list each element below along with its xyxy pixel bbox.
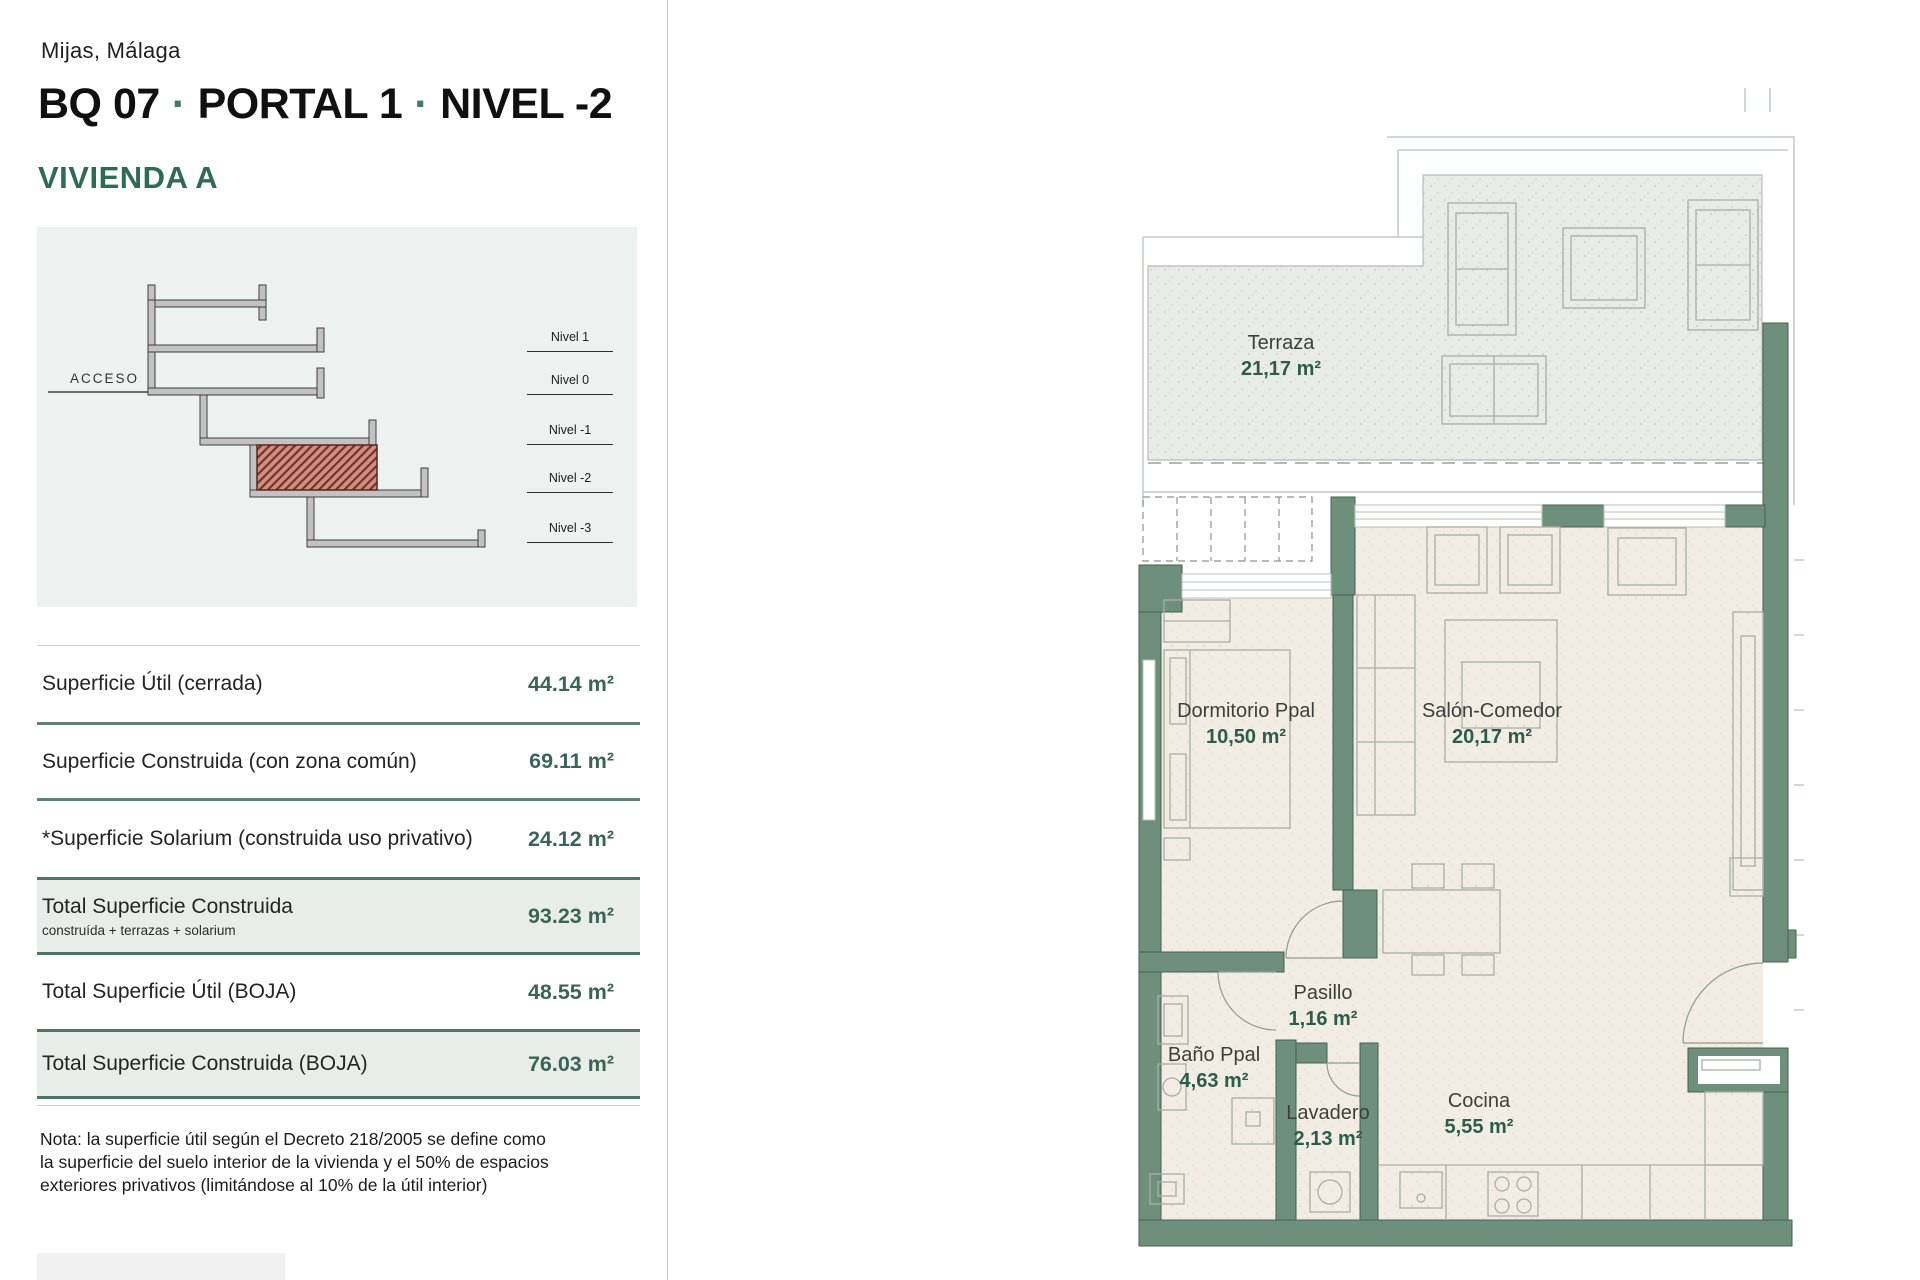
row-value: 69.11 m² [529,749,614,773]
room-name: Salón-Comedor [1421,700,1563,722]
row-value: 76.03 m² [527,1051,614,1076]
level-label-nivel-1: Nivel 1 [527,330,613,352]
row-label: Superficie Construida (con zona común) [42,749,417,773]
building-section-panel [37,227,637,607]
room-area: 1,16 m² [1288,1008,1358,1030]
page-divider-line [667,0,668,1280]
row-label: Total Superficie Útil (BOJA) [42,980,297,1003]
title-level: NIVEL -2 [440,80,613,128]
room-area: 10,50 m² [1205,726,1287,748]
room-area: 5,55 m² [1444,1116,1514,1138]
row-label: Total Superficie Construida (BOJA) [42,1052,368,1075]
row-label: *Superficie Solarium (construida uso privativo) [42,827,473,850]
room-name: Pasillo [1293,982,1353,1004]
table-bottom-line [37,1105,640,1106]
table-row [37,725,640,801]
row-label-group [42,895,293,938]
page-title [38,80,612,129]
location-text: Mijas, Málaga [41,38,181,63]
level-label-nivel-minus2: Nivel -2 [527,471,613,493]
section-structure [48,285,485,547]
room-label-pasillo [1289,980,1358,1032]
room-area: 4,63 m² [1179,1070,1249,1092]
row-label: Total Superficie Construida [42,894,293,918]
table-row [37,801,640,877]
room-name: Terraza [1247,332,1315,354]
room-name: Lavadero [1286,1102,1370,1124]
building-section-diagram [37,227,637,607]
legal-note: Nota: la superficie útil según el Decreto 218/2005 se define como la superficie del suelo interior de la vivienda y el 50% de espacios exteriores privativos (limitándose al 10% de la útil interior) [40,1129,549,1196]
room-label-terraza [1241,330,1321,382]
room-name: Dormitorio Ppal [1177,700,1315,722]
room-label-bano [1168,1042,1260,1094]
row-value: 48.55 m² [527,979,614,1004]
title-separator-dot: · [414,80,429,128]
row-label: Superficie Útil (cerrada) [42,672,263,695]
room-area: 2,13 m² [1293,1128,1363,1150]
level-label-nivel-minus1: Nivel -1 [527,423,613,445]
level-label-nivel-0: Nivel 0 [527,373,613,395]
title-portal: PORTAL 1 [197,80,403,128]
room-name: Baño Ppal [1167,1044,1261,1066]
room-label-lavadero [1286,1100,1369,1152]
title-separator-dot: · [171,80,186,128]
room-name: Cocina [1447,1090,1511,1112]
room-area: 21,17 m² [1240,358,1322,380]
row-value: 44.14 m² [527,671,614,696]
table-row [37,955,640,1029]
pergola-slats [1143,497,1312,561]
table-row-highlighted [37,1029,640,1099]
room-label-salon [1422,698,1562,750]
acceso-label: ACCESO [70,371,140,386]
row-value: 24.12 m² [527,826,614,851]
row-value: 93.23 m² [527,903,614,928]
footer-logo-box [37,1253,285,1280]
room-label-dormitorio [1177,698,1315,750]
room-label-cocina [1445,1088,1514,1140]
table-row [37,646,640,725]
row-sublabel: construída + terrazas + solarium [42,922,236,938]
terrace-floor [1148,175,1762,460]
level-label-nivel-minus3: Nivel -3 [527,521,613,543]
highlighted-level-hatch [257,445,377,490]
title-block: BQ 07 [38,80,160,128]
areas-table [37,645,640,1106]
table-row-highlighted [37,877,640,955]
room-area: 20,17 m² [1451,726,1533,748]
unit-title: VIVIENDA A [38,160,219,195]
